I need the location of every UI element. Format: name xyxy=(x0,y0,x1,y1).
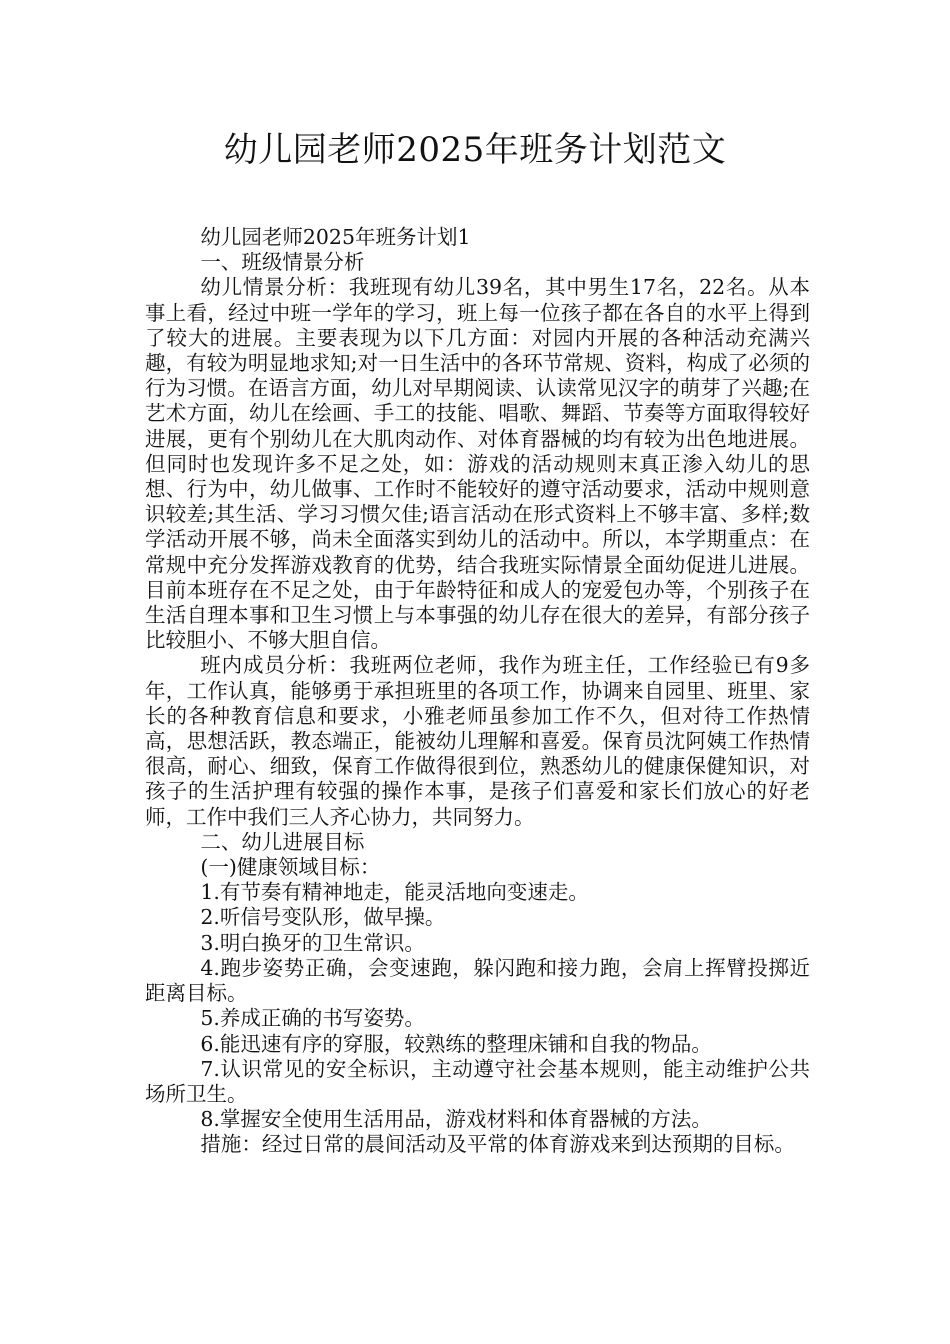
subsection-heading-health-goals: (一)健康领域目标： xyxy=(200,855,381,880)
paragraph-children-analysis: 幼儿情景分析：我班现有幼儿39名，其中男生17名，22名。从本事上看，经过中班一学年的学习，班上每一位孩子都在各自的水平上得到了较大的进展。主要表现为以下几方面：对园内开展的各种活动充满兴趣，有较为明显地求知;对一日生活中的各环节常规、资料，构成了必须的行为习惯。在语言方面，幼儿对早期阅读、认读常见汉字的萌芽了兴趣;在艺术方面，幼儿在绘画、手工的技能、唱歌、舞蹈、节奏等方面取得较好进展，更有个别幼儿在大肌肉动作、对体育器械的均有较为出色地进展。但同时也发现许多不足之处，如：游戏的活动规则末真正渗入幼儿的思想、行为中，幼儿做事、工作时不能较好的遵守活动要求，活动中规则意识较差;其生活、学习习惯欠佳;语言活动在形式资料上不够丰富、多样;数学活动开展不够，尚未全面落实到幼儿的活动中。所以，本学期重点：在常规中充分发挥游戏教育的优势，结合我班实际情景全面幼促进儿进展。目前本班存在不足之处，由于年龄特征和成人的宠爱包办等，个别孩子在生活自理本事和卫生习惯上与本事强的幼儿存在很大的差异，有部分孩子比较胆小、不够大胆自信。 xyxy=(145,275,810,653)
plan-subtitle: 幼儿园老师2025年班务计划1 xyxy=(200,225,471,249)
section-heading-development-goals: 二、幼儿进展目标 xyxy=(200,829,365,854)
paragraph-staff-analysis: 班内成员分析：我班两位老师，我作为班主任，工作经验已有9多年，工作认真，能够勇于承担班里的各项工作，协调来自园里、班里、家长的各种教育信息和要求，小雅老师虽参加工作不久，但对待工作热情高，思想活跃，教态端正，能被幼儿理解和喜爱。保育员沈阿姨工作热情很高，耐心、细致，保育工作做得很到位，熟悉幼儿的健康保健知识，对孩子的生活护理有较强的操作本事，是孩子们喜爱和家长们放心的好老师，工作中我们三人齐心协力，共同努力。 xyxy=(145,653,810,829)
document-body xyxy=(145,225,810,1158)
document-title: 幼儿园老师2025年班务计划范文 xyxy=(223,130,727,170)
measures-paragraph: 措施：经过日常的晨间活动及平常的体育游戏来到达预期的目标。 xyxy=(200,1132,795,1157)
goal-item: 6.能迅速有序的穿服，较熟练的整理床铺和自我的物品。 xyxy=(200,1031,712,1056)
goal-item: 8.掌握安全使用生活用品，游戏材料和体育器械的方法。 xyxy=(200,1107,712,1132)
section-heading-class-situation: 一、班级情景分析 xyxy=(200,250,365,275)
goal-item: 2.听信号变队形，做早操。 xyxy=(200,905,446,930)
goal-item: 7.认识常见的安全标识，主动遵守社会基本规则，能主动维护公共场所卫生。 xyxy=(145,1056,810,1106)
goal-item: 1.有节奏有精神地走，能灵活地向变速走。 xyxy=(200,880,589,905)
goal-item: 3.明白换牙的卫生常识。 xyxy=(200,930,425,955)
goal-item: 5.养成正确的书写姿势。 xyxy=(200,1006,425,1031)
goal-item: 4.跑步姿势正确，会变速跑，躲闪跑和接力跑，会肩上挥臂投掷近距离目标。 xyxy=(145,955,810,1006)
